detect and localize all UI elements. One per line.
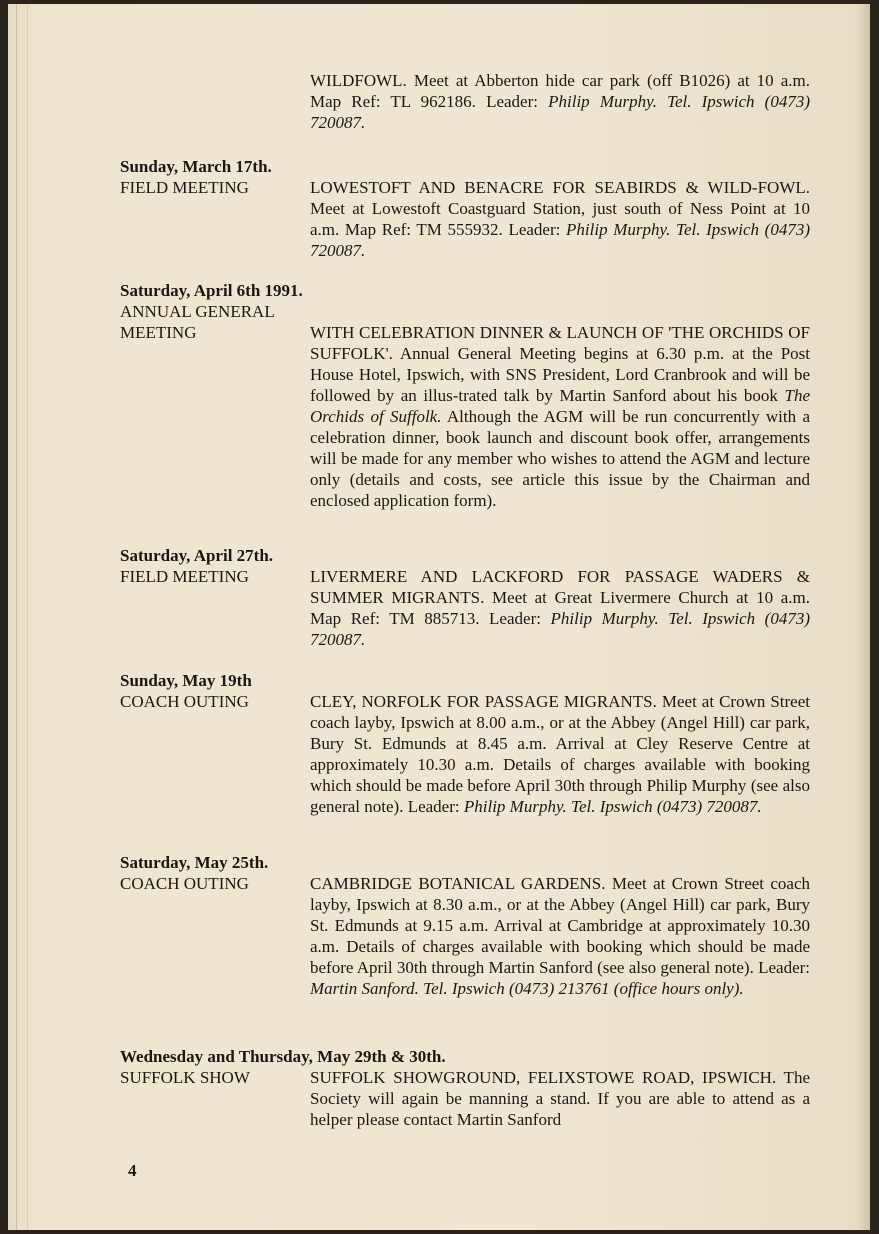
event-description: LIVERMERE AND LACKFORD FOR PASSAGE WADERS & SUMMER MIGRANTS. Meet at Great Livermere Church at 10 a.m. Map Ref: TM 885713. Leader: Philip Murphy. Tel. Ipswich (0473) 720087. — [310, 567, 811, 649]
event-entry — [120, 280, 810, 511]
event-description: CLEY, NORFOLK FOR PASSAGE MIGRANTS. Meet at Crown Street coach layby, Ipswich at 8.00 a.m., or at the Abbey (Angel Hill) car park, Bury St. Edmunds at 8.45 a.m. Arrival at Cley Reserve Centre at approximately 10.30 a.m. Details of charges available with booking which should be made before April 30th through Philip Murphy (see also general note). Leader: Philip Murphy. Tel. Ipswich (0473) 720087. — [310, 692, 810, 816]
event-date: Saturday, May 25th. — [120, 853, 269, 872]
event-entry — [120, 545, 810, 650]
event-description: WITH CELEBRATION DINNER & LAUNCH OF 'THE ORCHIDS OF SUFFOLK'. Annual General Meeting begins at 6.30 p.m. at the Post House Hotel, Ipswich, with SNS President, Lord Cranbrook and will be followed by an illus-trated talk by Martin Sanford about his book The Orchids of Suffolk. Although the AGM will be run concurrently with a celebration dinner, book launch and discount book offer, arrangements will be made for any member who wishes to attend the AGM and lecture only (details and costs, see article this issue by the Chairman and enclosed application form). — [310, 323, 810, 510]
event-description: CAMBRIDGE BOTANICAL GARDENS. Meet at Crown Street coach layby, Ipswich at 8.30 a.m., or at the Abbey (Angel Hill) car park, Bury St. Edmunds at 9.15 a.m. Arrival at Cambridge at approximately 10.30 a.m. Details of charges available with booking which should be made before April 30th through Martin Sanford (see also general note). Leader: Martin Sanford. Tel. Ipswich (0473) 213761 (office hours only). — [310, 874, 810, 998]
page-edge — [856, 4, 870, 1230]
document-page — [8, 4, 870, 1230]
event-category: ANNUAL GENERAL MEETING — [120, 302, 275, 342]
event-category: COACH OUTING — [120, 692, 249, 711]
binding-margin — [16, 4, 28, 1230]
event-category: COACH OUTING — [120, 874, 249, 893]
event-description: LOWESTOFT AND BENACRE FOR SEABIRDS & WILD-FOWL. Meet at Lowestoft Coastguard Station, just south of Ness Point at 10 a.m. Map Ref: TM 555932. Leader: Philip Murphy. Tel. Ipswich (0473) 720087. — [310, 178, 810, 260]
event-description: SUFFOLK SHOWGROUND, FELIXSTOWE ROAD, IPSWICH. The Society will again be manning a stand. If you are able to attend as a helper please contact Martin Sanford — [310, 1068, 810, 1129]
page-number: 4 — [128, 1161, 137, 1180]
event-date: Saturday, April 6th 1991. — [120, 281, 303, 300]
event-date: Sunday, March 17th. — [120, 157, 272, 176]
event-entry-continued — [120, 70, 810, 133]
event-entry — [120, 1046, 810, 1130]
event-entry — [120, 670, 810, 817]
event-entry — [120, 852, 810, 999]
event-date: Wednesday and Thursday, May 29th & 30th. — [120, 1047, 446, 1066]
event-category: FIELD MEETING — [120, 567, 249, 586]
event-description: WILDFOWL. Meet at Abberton hide car park (off B1026) at 10 a.m. Map Ref: TL 962186. Leader: Philip Murphy. Tel. Ipswich (0473) 720087. — [310, 71, 810, 132]
event-category: SUFFOLK SHOW — [120, 1068, 250, 1087]
event-date: Sunday, May 19th — [120, 671, 252, 690]
event-entry — [120, 156, 810, 261]
event-category: FIELD MEETING — [120, 178, 249, 197]
event-date: Saturday, April 27th. — [120, 546, 274, 565]
